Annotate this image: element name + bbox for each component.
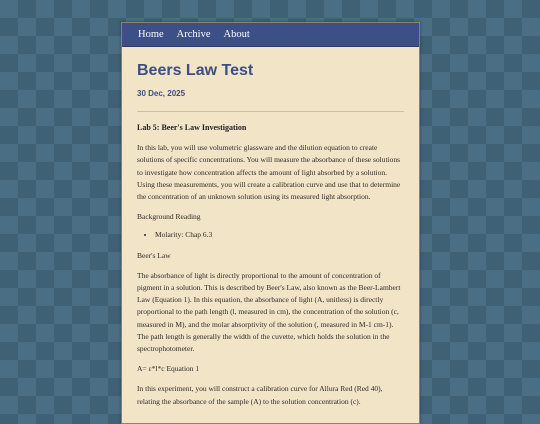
- post-content: [122, 62, 419, 408]
- nav-home-link[interactable]: Home: [138, 29, 164, 40]
- equation-line: A= ε*l*c Equation 1: [137, 364, 200, 374]
- divider: [137, 111, 404, 112]
- nav-about-link[interactable]: About: [223, 29, 250, 40]
- reading-list: [137, 229, 404, 241]
- experiment-paragraph: In this experiment, you will construct a calibration curve for Allura Red (Red 40), relating the absorbance of the sample (A) to the solution concentration (c).: [137, 384, 383, 406]
- nav-archive-link[interactable]: Archive: [176, 29, 211, 40]
- post-date: 30 Dec, 2025: [137, 89, 186, 98]
- lab-heading: Lab 5: Beer's Law Investigation: [137, 123, 247, 132]
- beers-law-label: Beer's Law: [137, 250, 171, 260]
- beers-law-paragraph: The absorbance of light is directly proportional to the amount of concentration of pigment in a solution. This is described by Beer's Law, also known as the Beer-Lambert Law (Equation 1). In this equation, the absorbance of light (A, unitless) is directly proportional to the path length (l, measured in cm), the concentration of the solution (c, measured in M), and the molar absorptivity of the solution (, measured in M-1 cm-1). The path length is generally the width of the cuvette, which holds the solution in the spectrophotometer.: [137, 270, 401, 354]
- background-reading-label: Background Reading: [137, 212, 201, 222]
- blog-page: [121, 22, 420, 424]
- top-nav: [122, 23, 419, 47]
- post-body: [137, 122, 404, 408]
- page-title: Beers Law Test: [137, 62, 254, 79]
- intro-paragraph: In this lab, you will use volumetric glassware and the dilution equation to create solutions of specific concentrations. You will measure the absorbance of these solutions to investigate how concentration affects the amount of light absorbed by a solution. Using these measurements, you will create a calibration curve and use that to determine the concentration of an unknown solution using its measured light absorption.: [137, 143, 401, 202]
- list-item: • Molarity: Chap 6.3: [155, 229, 404, 241]
